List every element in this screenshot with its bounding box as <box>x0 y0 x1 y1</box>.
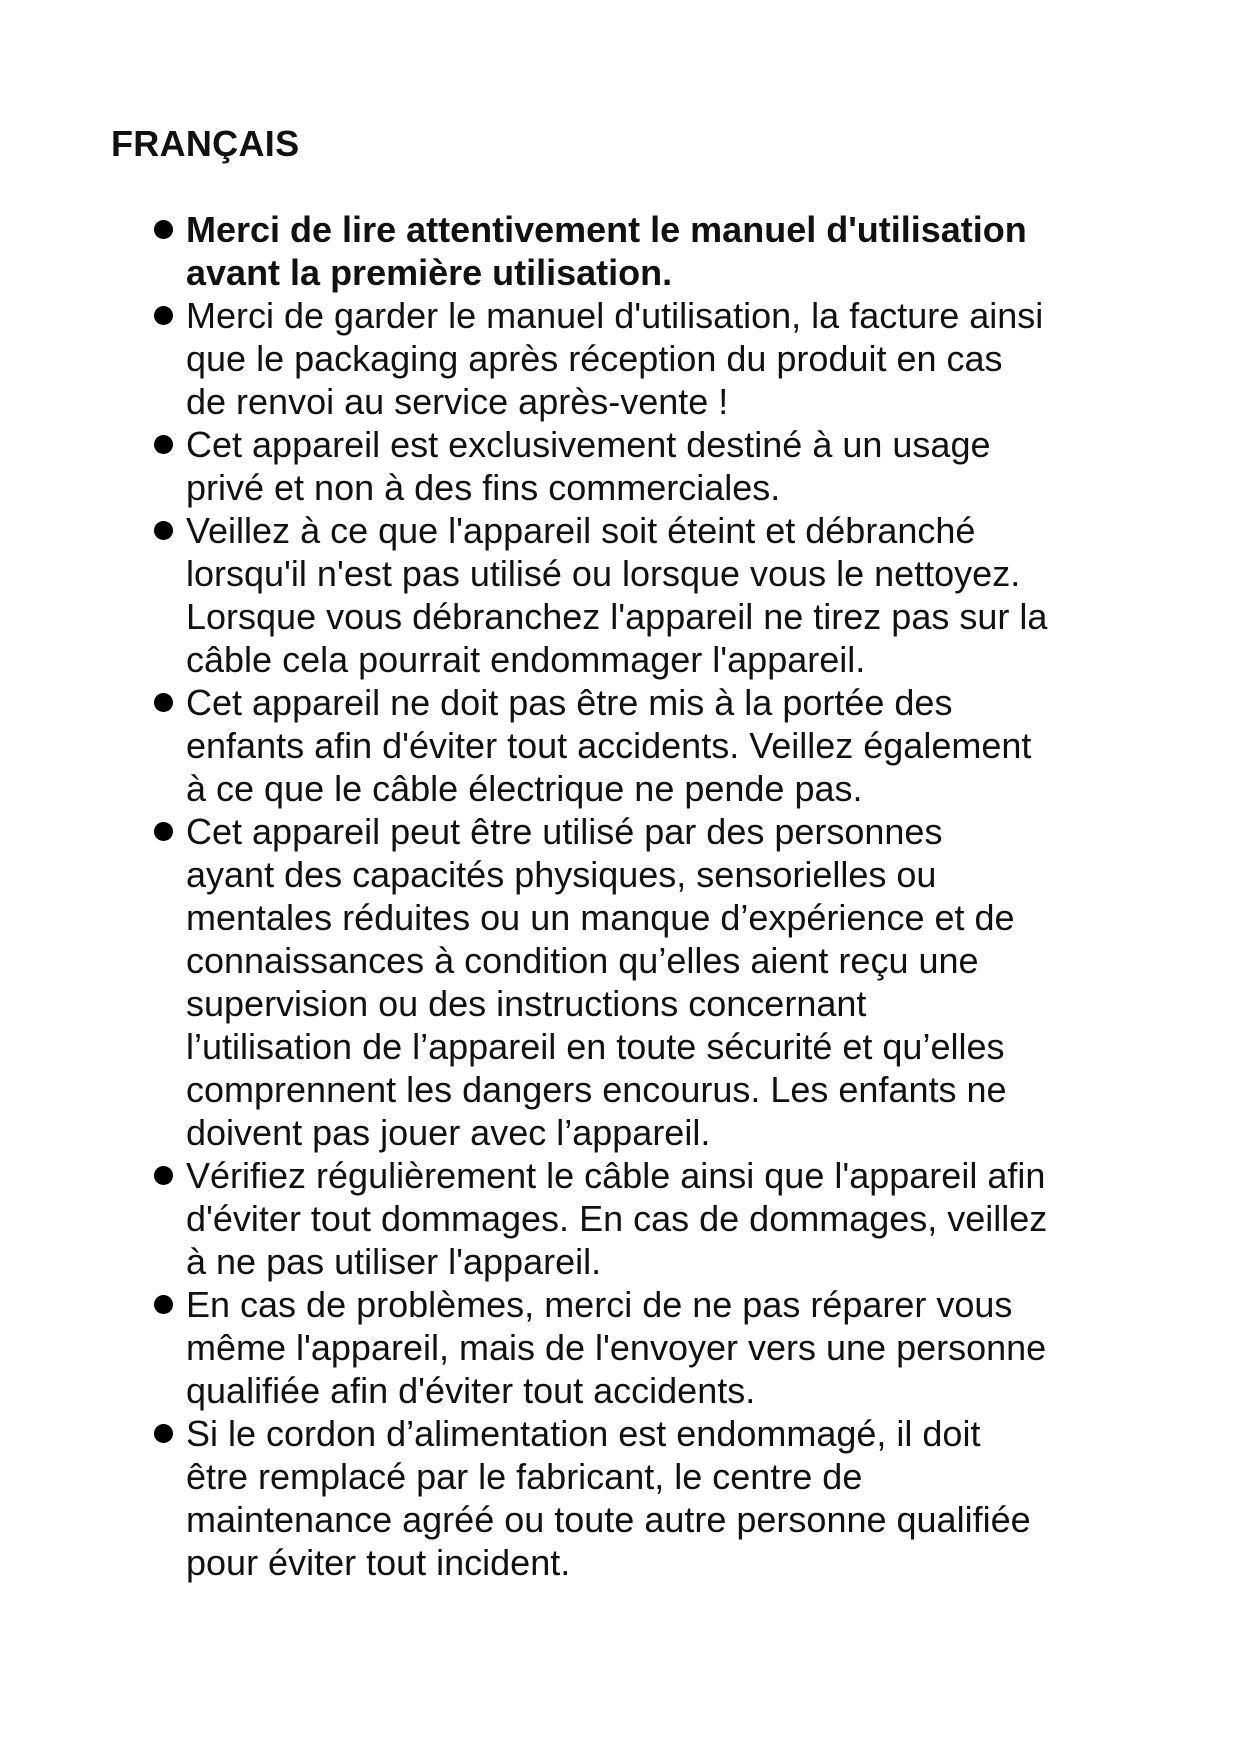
bullet-icon <box>154 220 173 239</box>
instruction-line: lorsqu'il n'est pas utilisé ou lorsque vous le nettoyez. <box>186 553 1021 594</box>
instruction-item <box>150 208 1150 294</box>
bullet-icon <box>154 822 173 841</box>
instruction-line: pour éviter tout incident. <box>186 1542 571 1583</box>
instruction-line: Cet appareil peut être utilisé par des personnes <box>186 811 943 852</box>
instruction-line: être remplacé par le fabricant, le centre de <box>186 1456 863 1497</box>
instruction-line: doivent pas jouer avec l’appareil. <box>186 1112 711 1153</box>
instruction-item <box>150 509 1150 681</box>
bullet-icon <box>154 693 173 712</box>
instruction-item <box>150 423 1150 509</box>
instruction-line: qualifiée afin d'éviter tout accidents. <box>186 1370 756 1411</box>
section-title: FRANÇAIS <box>111 123 300 164</box>
bullet-icon <box>154 521 173 540</box>
instruction-line: Lorsque vous débranchez l'appareil ne tirez pas sur la <box>186 596 1048 637</box>
instruction-line: d'éviter tout dommages. En cas de dommages, veillez <box>186 1198 1048 1239</box>
bullet-icon <box>154 1295 173 1314</box>
safety-instructions-list <box>150 208 1150 1584</box>
instruction-line: à ce que le câble électrique ne pende pas. <box>186 768 863 809</box>
bullet-icon <box>154 1166 173 1185</box>
instruction-line: que le packaging après réception du produit en cas <box>186 338 1003 379</box>
instruction-line: câble cela pourrait endommager l'appareil. <box>186 639 866 680</box>
instruction-line: connaissances à condition qu’elles aient reçu une <box>186 940 979 981</box>
instruction-item <box>150 1154 1150 1283</box>
instruction-line: supervision ou des instructions concernant <box>186 983 867 1024</box>
instruction-line: En cas de problèmes, merci de ne pas réparer vous <box>186 1284 1013 1325</box>
instruction-item <box>150 294 1150 423</box>
instruction-line: même l'appareil, mais de l'envoyer vers une personne <box>186 1327 1047 1368</box>
instruction-item <box>150 810 1150 1154</box>
instruction-item <box>150 681 1150 810</box>
instruction-line: Merci de lire attentivement le manuel d'utilisation <box>186 209 1027 250</box>
instruction-line: comprennent les dangers encourus. Les enfants ne <box>186 1069 1007 1110</box>
instruction-item <box>150 1283 1150 1412</box>
instruction-line: enfants afin d'éviter tout accidents. Veillez également <box>186 725 1032 766</box>
bullet-icon <box>154 306 173 325</box>
bullet-icon <box>154 435 173 454</box>
instruction-line: Vérifiez régulièrement le câble ainsi que l'appareil afin <box>186 1155 1046 1196</box>
instruction-line: maintenance agréé ou toute autre personne qualifiée <box>186 1499 1031 1540</box>
instruction-line: ayant des capacités physiques, sensorielles ou <box>186 854 937 895</box>
instruction-line: Cet appareil est exclusivement destiné à un usage <box>186 424 991 465</box>
instruction-line: Veillez à ce que l'appareil soit éteint et débranché <box>186 510 976 551</box>
instruction-line: Si le cordon d’alimentation est endommagé, il doit <box>186 1413 981 1454</box>
instruction-line: de renvoi au service après-vente ! <box>186 381 729 422</box>
instruction-line: avant la première utilisation. <box>186 252 673 293</box>
instruction-line: à ne pas utiliser l'appareil. <box>186 1241 602 1282</box>
bullet-icon <box>154 1424 173 1443</box>
instruction-item <box>150 1412 1150 1584</box>
instruction-line: Cet appareil ne doit pas être mis à la portée des <box>186 682 953 723</box>
instruction-line: Merci de garder le manuel d'utilisation, la facture ainsi <box>186 295 1044 336</box>
instruction-line: l’utilisation de l’appareil en toute sécurité et qu’elles <box>186 1026 1005 1067</box>
instruction-line: privé et non à des fins commerciales. <box>186 467 781 508</box>
instruction-line: mentales réduites ou un manque d’expérience et de <box>186 897 1015 938</box>
